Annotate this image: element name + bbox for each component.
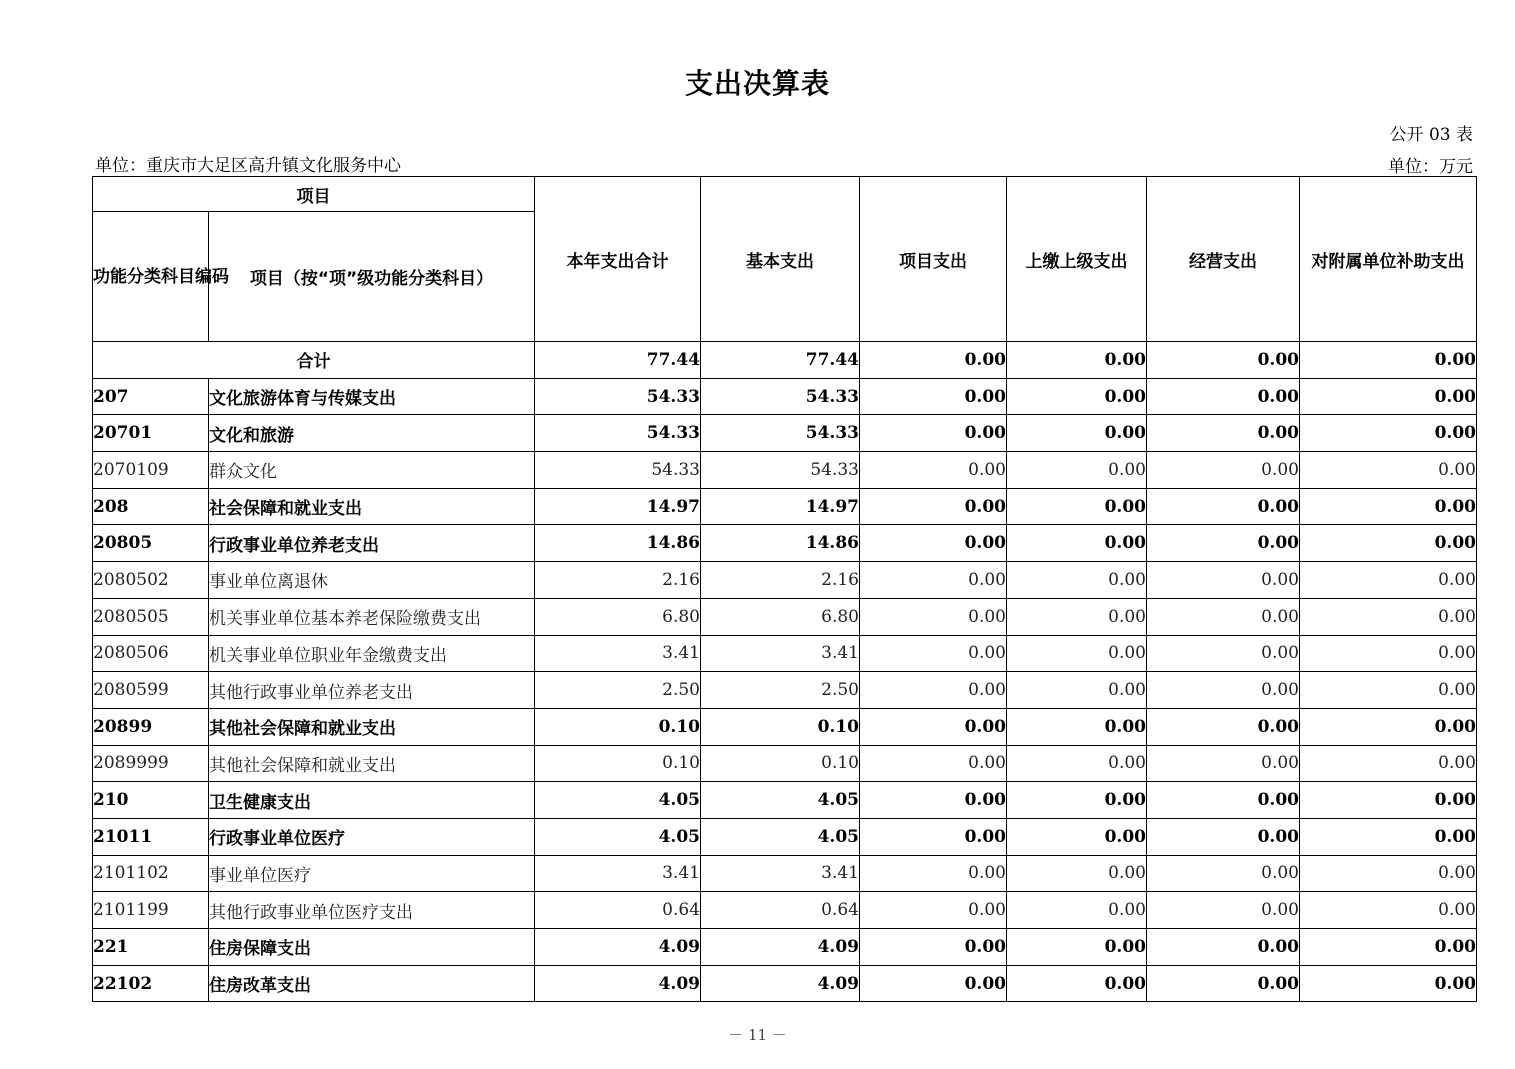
row-name: 文化旅游体育与传媒支出 <box>209 378 535 415</box>
row-value: 0.00 <box>1147 965 1300 1002</box>
row-value: 4.09 <box>535 929 701 966</box>
row-value: 54.33 <box>701 452 860 489</box>
row-value: 0.00 <box>1007 378 1147 415</box>
row-name: 其他社会保障和就业支出 <box>209 708 535 745</box>
row-value: 3.41 <box>535 855 701 892</box>
total-value: 0.00 <box>1007 342 1147 379</box>
row-value: 14.97 <box>701 488 860 525</box>
header-project-expenditure: 项目支出 <box>860 177 1007 342</box>
header-subsidy: 对附属单位补助支出 <box>1300 177 1477 342</box>
row-value: 0.00 <box>1147 745 1300 782</box>
row-name: 机关事业单位职业年金缴费支出 <box>209 635 535 672</box>
row-value: 54.33 <box>535 415 701 452</box>
row-value: 6.80 <box>535 598 701 635</box>
row-value: 0.00 <box>1147 855 1300 892</box>
row-value: 0.00 <box>1147 892 1300 929</box>
row-value: 0.00 <box>1007 525 1147 562</box>
row-value: 0.00 <box>1147 525 1300 562</box>
header-project: 项目 <box>93 177 535 212</box>
row-value: 0.00 <box>1007 818 1147 855</box>
row-value: 0.00 <box>1300 929 1477 966</box>
row-value: 0.00 <box>1007 635 1147 672</box>
row-value: 2.50 <box>535 672 701 709</box>
row-value: 0.10 <box>535 745 701 782</box>
row-value: 0.00 <box>1300 598 1477 635</box>
table-row <box>93 782 1477 819</box>
row-code: 2070109 <box>93 452 209 489</box>
row-value: 0.00 <box>1147 782 1300 819</box>
row-value: 0.10 <box>701 745 860 782</box>
header-total: 本年支出合计 <box>535 177 701 342</box>
table-row <box>93 672 1477 709</box>
row-value: 0.00 <box>1007 415 1147 452</box>
row-name: 行政事业单位医疗 <box>209 818 535 855</box>
row-value: 14.86 <box>535 525 701 562</box>
row-value: 54.33 <box>701 378 860 415</box>
row-value: 0.00 <box>1300 855 1477 892</box>
header-code: 功能分类科目编码 <box>93 212 209 342</box>
row-value: 0.00 <box>1300 378 1477 415</box>
row-value: 0.00 <box>1147 488 1300 525</box>
row-name: 其他社会保障和就业支出 <box>209 745 535 782</box>
row-name: 群众文化 <box>209 452 535 489</box>
row-value: 0.00 <box>860 598 1007 635</box>
row-value: 0.00 <box>1300 635 1477 672</box>
row-code: 20899 <box>93 708 209 745</box>
row-value: 3.41 <box>701 635 860 672</box>
total-value: 0.00 <box>860 342 1007 379</box>
row-value: 0.00 <box>860 672 1007 709</box>
table-row <box>93 635 1477 672</box>
row-value: 0.00 <box>1007 488 1147 525</box>
total-label: 合计 <box>93 342 535 379</box>
row-value: 4.09 <box>535 965 701 1002</box>
row-value: 0.00 <box>1007 562 1147 599</box>
row-value: 0.00 <box>1300 672 1477 709</box>
row-value: 0.00 <box>860 965 1007 1002</box>
row-value: 0.00 <box>860 929 1007 966</box>
row-value: 0.00 <box>1007 782 1147 819</box>
row-value: 0.10 <box>535 708 701 745</box>
row-value: 4.05 <box>535 818 701 855</box>
row-value: 0.00 <box>1007 598 1147 635</box>
row-value: 3.41 <box>535 635 701 672</box>
total-value: 0.00 <box>1300 342 1477 379</box>
row-value: 0.00 <box>1147 818 1300 855</box>
row-value: 0.00 <box>1007 892 1147 929</box>
row-code: 20701 <box>93 415 209 452</box>
table-row <box>93 855 1477 892</box>
row-value: 0.00 <box>1147 598 1300 635</box>
row-code: 2080502 <box>93 562 209 599</box>
row-value: 0.64 <box>701 892 860 929</box>
row-value: 0.00 <box>860 708 1007 745</box>
row-value: 0.00 <box>1007 672 1147 709</box>
row-value: 0.00 <box>860 488 1007 525</box>
row-code: 21011 <box>93 818 209 855</box>
row-name: 事业单位离退休 <box>209 562 535 599</box>
row-value: 3.41 <box>701 855 860 892</box>
page-title: 支出决算表 <box>684 67 830 100</box>
row-value: 14.86 <box>701 525 860 562</box>
header-business: 经营支出 <box>1147 177 1300 342</box>
table-row <box>93 452 1477 489</box>
row-value: 4.05 <box>701 782 860 819</box>
row-value: 0.00 <box>860 562 1007 599</box>
row-value: 0.00 <box>1007 855 1147 892</box>
row-name: 文化和旅游 <box>209 415 535 452</box>
row-code: 221 <box>93 929 209 966</box>
row-name: 其他行政事业单位养老支出 <box>209 672 535 709</box>
table-row <box>93 598 1477 635</box>
table-row <box>93 745 1477 782</box>
row-code: 20805 <box>93 525 209 562</box>
row-value: 0.00 <box>1147 378 1300 415</box>
table-row <box>93 562 1477 599</box>
table-row <box>93 892 1477 929</box>
row-name: 行政事业单位养老支出 <box>209 525 535 562</box>
total-value: 77.44 <box>535 342 701 379</box>
table-row <box>93 415 1477 452</box>
row-value: 2.50 <box>701 672 860 709</box>
row-value: 0.00 <box>860 378 1007 415</box>
row-name: 住房改革支出 <box>209 965 535 1002</box>
row-value: 0.00 <box>860 892 1007 929</box>
table-row <box>93 929 1477 966</box>
row-value: 4.09 <box>701 965 860 1002</box>
row-code: 2101199 <box>93 892 209 929</box>
total-value: 0.00 <box>1147 342 1300 379</box>
row-value: 0.00 <box>860 635 1007 672</box>
row-value: 54.33 <box>535 452 701 489</box>
row-code: 207 <box>93 378 209 415</box>
row-value: 0.00 <box>1300 452 1477 489</box>
row-value: 54.33 <box>535 378 701 415</box>
row-code: 208 <box>93 488 209 525</box>
row-value: 4.09 <box>701 929 860 966</box>
header-basic: 基本支出 <box>701 177 860 342</box>
row-value: 0.00 <box>1007 745 1147 782</box>
table-row <box>93 488 1477 525</box>
row-value: 0.00 <box>1007 452 1147 489</box>
header-upper-level: 上缴上级支出 <box>1007 177 1147 342</box>
row-value: 14.97 <box>535 488 701 525</box>
row-name: 卫生健康支出 <box>209 782 535 819</box>
row-code: 2089999 <box>93 745 209 782</box>
row-value: 0.00 <box>860 745 1007 782</box>
row-value: 54.33 <box>701 415 860 452</box>
row-value: 0.00 <box>1007 929 1147 966</box>
table-row <box>93 525 1477 562</box>
header-name: 项目（按“项”级功能分类科目） <box>209 212 535 342</box>
row-value: 2.16 <box>535 562 701 599</box>
row-name: 事业单位医疗 <box>209 855 535 892</box>
row-code: 22102 <box>93 965 209 1002</box>
row-code: 2080506 <box>93 635 209 672</box>
row-value: 0.00 <box>1147 929 1300 966</box>
row-value: 0.00 <box>1300 745 1477 782</box>
row-value: 0.00 <box>1147 708 1300 745</box>
page-number: － 11 － <box>728 1026 787 1044</box>
row-value: 0.00 <box>1300 562 1477 599</box>
row-value: 0.00 <box>1147 562 1300 599</box>
row-value: 0.00 <box>1300 782 1477 819</box>
row-value: 0.00 <box>860 782 1007 819</box>
table-row <box>93 378 1477 415</box>
row-value: 0.00 <box>1147 415 1300 452</box>
row-value: 2.16 <box>701 562 860 599</box>
row-name: 住房保障支出 <box>209 929 535 966</box>
row-value: 0.00 <box>1300 708 1477 745</box>
row-value: 0.64 <box>535 892 701 929</box>
row-code: 2080505 <box>93 598 209 635</box>
row-value: 0.00 <box>1300 818 1477 855</box>
row-name: 机关事业单位基本养老保险缴费支出 <box>209 598 535 635</box>
row-value: 0.00 <box>860 452 1007 489</box>
table-row <box>93 965 1477 1002</box>
row-value: 0.00 <box>1300 488 1477 525</box>
row-value: 0.10 <box>701 708 860 745</box>
row-value: 0.00 <box>1300 415 1477 452</box>
unit-organization: 单位：重庆市大足区高升镇文化服务中心 <box>95 156 401 176</box>
form-number: 公开 03 表 <box>1389 125 1473 145</box>
row-value: 0.00 <box>860 818 1007 855</box>
row-value: 0.00 <box>860 525 1007 562</box>
table-row <box>93 708 1477 745</box>
total-value: 77.44 <box>701 342 860 379</box>
row-value: 0.00 <box>860 415 1007 452</box>
row-value: 0.00 <box>1147 672 1300 709</box>
row-value: 0.00 <box>1007 708 1147 745</box>
row-value: 0.00 <box>1147 635 1300 672</box>
row-value: 0.00 <box>1300 525 1477 562</box>
row-value: 0.00 <box>1300 965 1477 1002</box>
row-name: 社会保障和就业支出 <box>209 488 535 525</box>
row-code: 2101102 <box>93 855 209 892</box>
row-value: 0.00 <box>1300 892 1477 929</box>
expenditure-table <box>92 176 1477 1002</box>
row-value: 6.80 <box>701 598 860 635</box>
row-code: 2080599 <box>93 672 209 709</box>
total-row <box>93 342 1477 379</box>
row-value: 4.05 <box>535 782 701 819</box>
table-body <box>93 342 1477 1002</box>
row-name: 其他行政事业单位医疗支出 <box>209 892 535 929</box>
row-value: 0.00 <box>860 855 1007 892</box>
row-value: 4.05 <box>701 818 860 855</box>
unit-currency: 单位：万元 <box>1388 157 1473 177</box>
row-code: 210 <box>93 782 209 819</box>
row-value: 0.00 <box>1007 965 1147 1002</box>
row-value: 0.00 <box>1147 452 1300 489</box>
table-row <box>93 818 1477 855</box>
